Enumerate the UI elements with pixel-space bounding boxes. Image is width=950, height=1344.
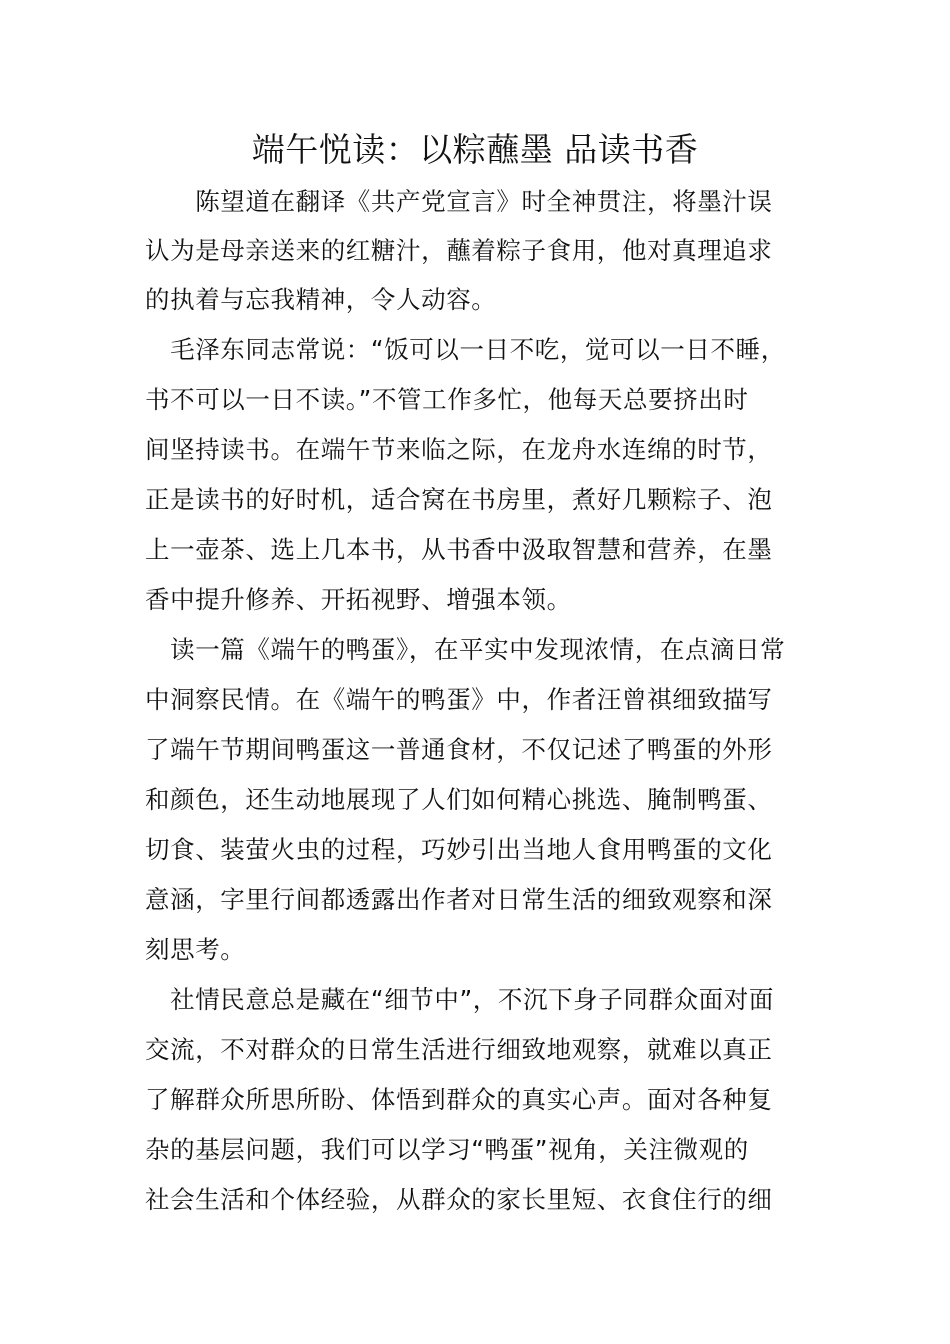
body-line: 读一篇《端午的鸭蛋》，在平实中发现浓情，在点滴日常 xyxy=(145,635,786,664)
body-line: 社会生活和个体经验，从群众的家长里短、衣食住行的细 xyxy=(145,1185,773,1214)
body-line: 交流，不对群众的日常生活进行细致地观察，就难以真正 xyxy=(145,1035,773,1064)
body-line: 了端午节期间鸭蛋这一普通食材，不仅记述了鸭蛋的外形 xyxy=(145,735,773,764)
document-title: 端午悦读：以粽蘸墨 品读书香 xyxy=(251,130,699,169)
body-line: 认为是母亲送来的红糖汁，蘸着粽子食用，他对真理追求 xyxy=(145,236,773,265)
body-line: 中洞察民情。在《端午的鸭蛋》中，作者汪曾祺细致描写 xyxy=(145,685,773,714)
body-line: 了解群众所思所盼、体悟到群众的真实心声。面对各种复 xyxy=(145,1085,773,1114)
body-line: 书不可以一日不读。”不管工作多忙，他每天总要挤出时 xyxy=(145,385,749,414)
body-line: 的执着与忘我精神，令人动容。 xyxy=(145,285,497,314)
body-line: 意涵，字里行间都透露出作者对日常生活的细致观察和深 xyxy=(145,885,773,914)
body-line: 社情民意总是藏在“细节中”，不沉下身子同群众面对面 xyxy=(145,985,774,1014)
body-line: 陈望道在翻译《共产党宣言》时全神贯注，将墨汁误 xyxy=(145,187,773,216)
body-line: 正是读书的好时机，适合窝在书房里，煮好几颗粽子、泡 xyxy=(145,485,773,514)
body-line: 切食、装萤火虫的过程，巧妙引出当地人食用鸭蛋的文化 xyxy=(145,835,773,864)
body-line: 香中提升修养、开拓视野、增强本领。 xyxy=(145,585,572,614)
body-line: 上一壶茶、选上几本书，从书香中汲取智慧和营养，在墨 xyxy=(145,535,773,564)
body-line: 毛泽东同志常说：“饭可以一日不吃，觉可以一日不睡， xyxy=(145,335,786,364)
body-line: 杂的基层问题，我们可以学习“鸭蛋”视角，关注微观的 xyxy=(145,1135,749,1164)
body-line: 和颜色，还生动地展现了人们如何精心挑选、腌制鸭蛋、 xyxy=(145,785,773,814)
body-line: 间坚持读书。在端午节来临之际，在龙舟水连绵的时节， xyxy=(145,435,773,464)
body-line: 刻思考。 xyxy=(145,935,246,964)
